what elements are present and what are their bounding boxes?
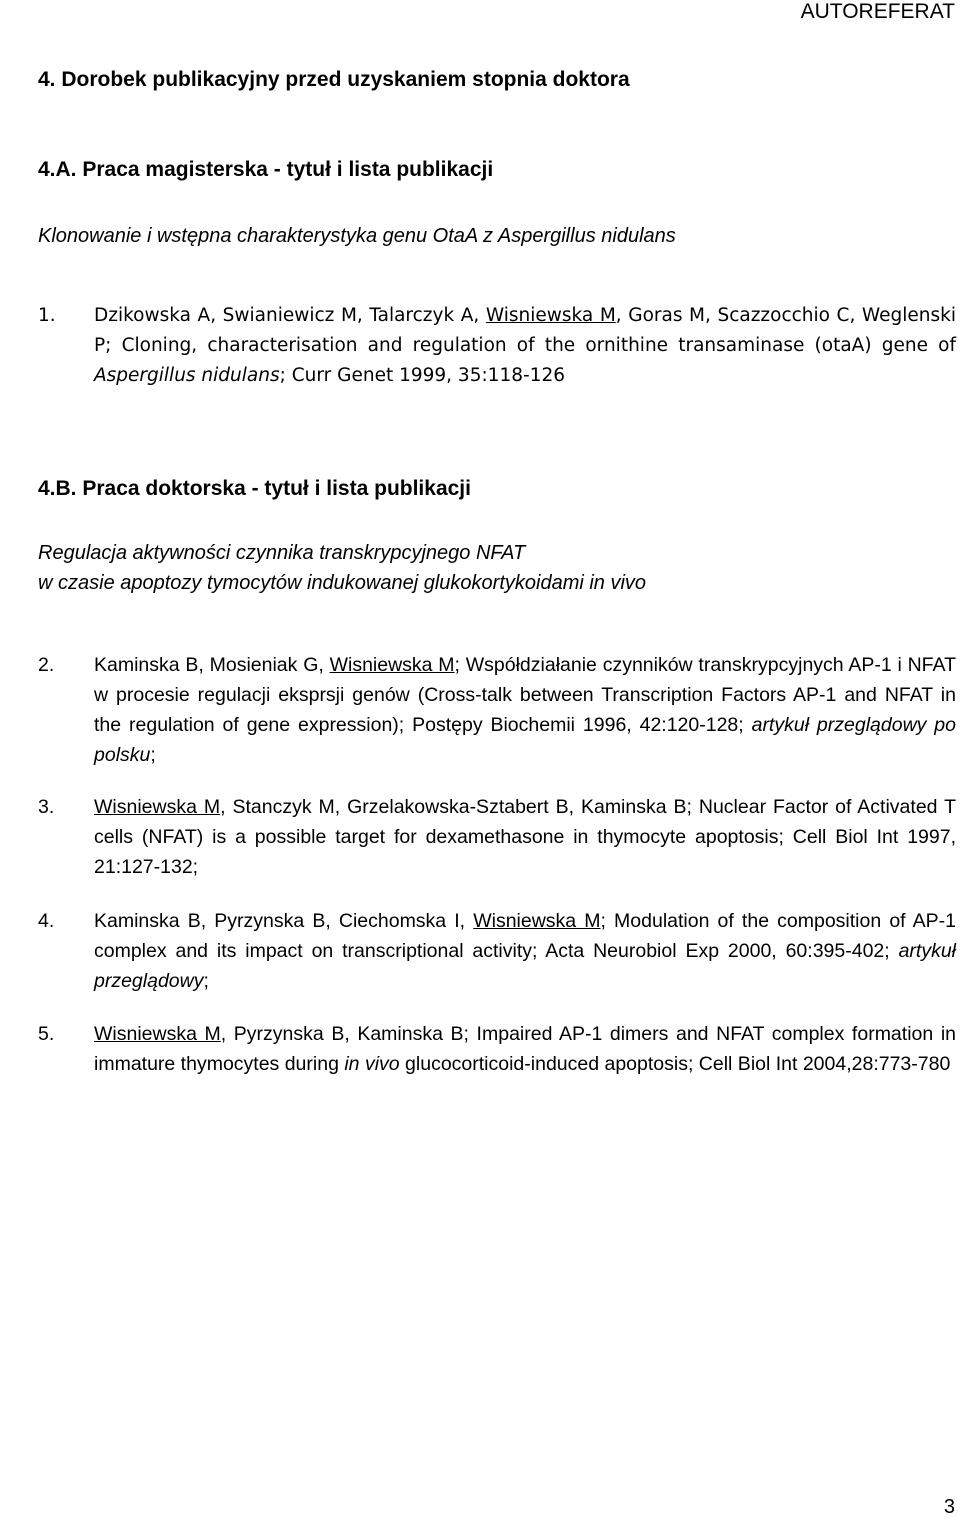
underlined-author: Wisniewska M (473, 910, 601, 932)
species-name: Aspergillus nidulans (94, 365, 280, 386)
page-number: 3 (943, 1496, 955, 1518)
article-type-note: artykuł przeglądowy po polsku (94, 714, 956, 766)
doctoral-thesis-title-line1: Regulacja aktywności czynnika transkrypcyjnego NFAT (38, 542, 526, 564)
publication-citation: Kaminska B, Mosieniak G, Wisniewska M; Współdziałanie czynników transkrypcyjnych AP-1 i NFAT w procesie regulacji eksprsji genów (Cross-talk between Transcription Factors AP-1 and NFAT in the regulation of gene expression); Postępy Biochemii 1996, 42:120-128; artykuł przeglądowy po polsku; (94, 654, 956, 766)
section-heading-4: 4. Dorobek publikacyjny przed uzyskaniem stopnia doktora (38, 68, 630, 91)
in-vivo-italic: in vivo (344, 1053, 400, 1075)
doctoral-thesis-title-line2: w czasie apoptozy tymocytów indukowanej glukokortykoidami in vivo (38, 572, 647, 594)
underlined-author: Wisniewska M (94, 1023, 221, 1045)
publication-number: 2. (38, 654, 55, 676)
publication-citation: Wisniewska M, Pyrzynska B, Kaminska B; Impaired AP-1 dimers and NFAT complex formation in immature thymocytes during in vivo glucocorticoid-induced apoptosis; Cell Biol Int 2004,28:773-780 (94, 1023, 956, 1075)
underlined-author: Wisniewska M (329, 654, 455, 676)
section-heading-4b: 4.B. Praca doktorska - tytuł i lista publikacji (38, 477, 471, 500)
article-type-note: artykuł przeglądowy (94, 940, 956, 992)
publication-number: 4. (38, 910, 55, 932)
publication-3 (38, 792, 956, 882)
publication-citation: Dzikowska A, Swianiewicz M, Talarczyk A, Wisniewska M, Goras M, Scazzocchio C, Weglenski P; Cloning, characterisation and regulation of the ornithine transaminase (otaA) gene of Aspergillus nidulans; Curr Genet 1999, 35:118-126 (94, 305, 956, 386)
publication-citation: Kaminska B, Pyrzynska B, Ciechomska I, Wisniewska M; Modulation of the composition of AP-1 complex and its impact on transcriptional activity; Acta Neurobiol Exp 2000, 60:395-402; artykuł przeglądowy; (94, 910, 956, 992)
publication-1 (38, 301, 956, 391)
publication-number: 1. (38, 305, 56, 326)
masters-thesis-title: Klonowanie i wstępna charakterystyka genu OtaA z Aspergillus nidulans (38, 225, 676, 247)
publication-citation: Wisniewska M, Stanczyk M, Grzelakowska-Sztabert B, Kaminska B; Nuclear Factor of Activated T cells (NFAT) is a possible target for dexamethasone in thymocyte apoptosis; Cell Biol Int 1997, 21:127-132; (94, 796, 957, 878)
publication-4 (38, 906, 956, 996)
running-header: AUTOREFERAT (800, 0, 955, 23)
section-heading-4a: 4.A. Praca magisterska - tytuł i lista publikacji (38, 158, 494, 181)
publication-number: 3. (38, 796, 55, 818)
underlined-author: Wisniewska M (485, 305, 616, 326)
publication-5 (38, 1019, 956, 1079)
underlined-author: Wisniewska M (94, 796, 221, 818)
publication-2 (38, 650, 956, 770)
publication-number: 5. (38, 1023, 55, 1045)
